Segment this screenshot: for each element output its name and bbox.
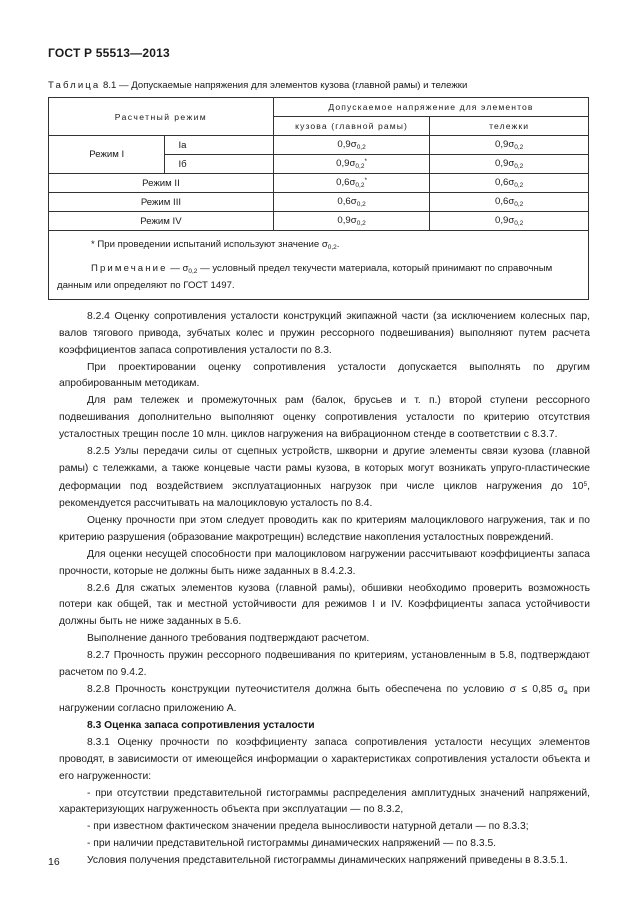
paragraph: Условия получения представительной гистограммы динамических напряжений приведены в 8.3.5.1.	[87, 855, 568, 866]
table-caption	[48, 80, 588, 91]
table-footnote	[91, 239, 580, 251]
bogie-sub: 0,2	[514, 201, 524, 208]
body-coef: 0,6σ	[337, 196, 357, 207]
table-caption-text: 8.1 — Допускаемые напряжения для элементов кузова (главной рамы) и тележки	[100, 80, 468, 91]
paragraph-8-2-8	[59, 682, 590, 719]
paragraph: Для оценки несущей способности при малоцикловом нагружении рассчитывают коэффициенты запаса прочности, которые не должны быть ниже заданных в 8.4.2.3.	[59, 548, 590, 577]
bogie-coef: 0,9σ	[494, 158, 515, 169]
body-stress-cell	[273, 155, 429, 174]
mode-cell: Режим I	[49, 136, 165, 174]
footnote-mark: *	[364, 177, 367, 184]
body-coef: 0,9σ	[336, 158, 356, 169]
standard-code: ГОСТ Р 55513—2013	[48, 46, 170, 60]
table-row	[49, 193, 589, 212]
paragraph-8-2-7: 8.2.7 Прочность пружин рессорного подвешивания по критериям, установленным в 5.8, подтверждают расчетом по 9.4.2.	[59, 649, 590, 678]
table-row	[49, 212, 589, 231]
bogie-stress-cell	[430, 193, 589, 212]
paragraph-8-2-5	[59, 444, 590, 513]
bogie-coef: 0,9σ	[494, 139, 515, 150]
bogie-stress-cell	[430, 136, 589, 155]
mode-cell: Режим II	[49, 174, 274, 193]
mode-cell: Режим IV	[49, 212, 274, 231]
bogie-sub: 0,2	[514, 144, 524, 151]
body-stress-cell	[273, 212, 429, 231]
remark-dash: — σ	[167, 263, 189, 274]
header-car-body: кузова (главной рамы)	[273, 117, 429, 136]
paragraph-8-2-6: 8.2.6 Для сжатых элементов кузова (главной рамы), обшивки необходимо проверить возможность потери как общей, так и местной устойчивости для режимов I и IV. Коэффициенты запаса устойчивости должны быть не ниже заданных в 5.6.	[59, 582, 590, 628]
paragraph-text: при нагружении согласно приложению А.	[59, 683, 591, 715]
body-sub: 0,2	[355, 182, 365, 189]
body-coef: 0,6σ	[336, 177, 356, 188]
table-remark	[57, 262, 580, 293]
sigma-sub: в	[564, 688, 568, 696]
remark-sub: 0,2	[188, 268, 198, 275]
bogie-sub: 0,2	[514, 163, 524, 170]
header-design-mode: Расчетный режим	[49, 98, 274, 136]
submode-cell: Iб	[165, 155, 273, 174]
footnote-end: .	[336, 239, 340, 250]
table-header-row	[49, 98, 589, 117]
list-item: - при известном фактическом значении предела выносливости натурной детали — по 8.3.3;	[87, 821, 529, 833]
body-stress-cell	[273, 136, 429, 155]
section-heading-8-3: 8.3 Оценка запаса сопротивления усталости	[87, 720, 315, 732]
bogie-stress-cell	[430, 212, 589, 231]
paragraph-text: 8.2.5 Узлы передачи силы от сцепных устройств, шкворни и другие элементы связи кузова (главной рамы) с тележками, а также концевые части рамы кузова, в которых могут возникать упруго-пластические деформации под воздействием эксплуатационных нагрузок при числе циклов нагружения до 10	[59, 445, 590, 493]
paragraph: Выполнение данного требования подтверждают расчетом.	[87, 633, 370, 645]
header-bogie: тележки	[430, 117, 589, 136]
bogie-sub: 0,2	[514, 182, 524, 189]
bogie-coef: 0,6σ	[494, 177, 515, 188]
list-item: - при наличии представительной гистограммы динамических напряжений — по 8.3.5.	[87, 838, 497, 850]
paragraph: При проектировании оценку сопротивления усталости допускается выполнять по другим апробированным методикам.	[59, 361, 590, 390]
body-stress-cell	[273, 193, 429, 212]
exponent: 5	[583, 481, 588, 489]
paragraph: Оценку прочности при этом следует проводить как по критериям малоциклового нагружения, так и по критерию разрушения (образование макротрещин) вследствие накопления усталостных повреждений.	[59, 515, 590, 543]
body-coef: 0,9σ	[337, 215, 357, 226]
footnote-text: * При проведении испытаний используют значение σ	[91, 239, 328, 250]
body-sub: 0,2	[356, 201, 366, 208]
remark-text: — условный предел текучести материала, который принимают по справочным данным или определяют по ГОСТ 1497.	[57, 263, 553, 291]
table-notes-row	[49, 231, 589, 300]
page-number: 16	[48, 856, 60, 868]
header-allowable-stress: Допускаемое напряжение для элементов	[273, 98, 588, 117]
bogie-sub: 0,2	[514, 220, 524, 227]
submode-cell: Iа	[165, 136, 273, 155]
bogie-stress-cell	[430, 155, 589, 174]
list-item: - при отсутствии представительной гистограммы распределения амплитудных значений напряжений, характеризующих нагруженность объекта при эксплуатации — по 8.3.2,	[59, 787, 590, 816]
mode-cell: Режим III	[49, 193, 274, 212]
table-row	[49, 174, 589, 193]
remark-word: Примечание	[91, 263, 168, 274]
paragraph-8-3-1: 8.3.1 Оценку прочности по коэффициенту запаса сопротивления усталости несущих элементов проводят, в зависимости от имеющейся информации о характеристиках сопротивления усталости объекта и его нагруженности:	[59, 737, 590, 782]
paragraph-text: , рекомендуется рассчитывать на малоцикловую усталость по 8.4.	[59, 481, 590, 510]
table-notes	[49, 231, 589, 300]
bogie-coef: 0,6σ	[494, 196, 515, 207]
body-coef: 0,9σ	[337, 139, 357, 150]
paragraph-8-2-4: 8.2.4 Оценку сопротивления усталости конструкций экипажной части (за исключением колесных пар, валов тягового привода, зубчатых колес и пружин рессорного подвешивания) выполняют путем расчета коэффициентов запаса сопротивления усталости по 8.3.	[59, 311, 590, 356]
footnote-mark: *	[364, 158, 367, 165]
body-sub: 0,2	[355, 163, 365, 170]
paragraph: Для рам тележек и промежуточных рам (балок, брусьев и т. п.) второй ступени рессорного подвешивания дополнительно выполняют оценку сопротивления усталости по критерию отсутствия усталостных трещин после 10 млн. циклов нагружения на вибрационном стенде в соответствии с 8.3.7.	[59, 395, 590, 440]
footnote-sub: 0,2	[327, 244, 337, 251]
body-sub: 0,2	[356, 144, 366, 151]
table-caption-word: Таблица	[48, 80, 101, 91]
paragraph-text: 8.2.8 Прочность конструкции путеочистителя должна быть обеспечена по условию σ ≤ 0,85 σ	[87, 683, 565, 695]
bogie-stress-cell	[430, 174, 589, 193]
bogie-coef: 0,9σ	[494, 215, 515, 226]
body-text	[59, 309, 590, 870]
body-stress-cell	[273, 174, 429, 193]
body-sub: 0,2	[356, 220, 366, 227]
table-row	[49, 136, 589, 155]
allowable-stress-table	[48, 97, 589, 300]
